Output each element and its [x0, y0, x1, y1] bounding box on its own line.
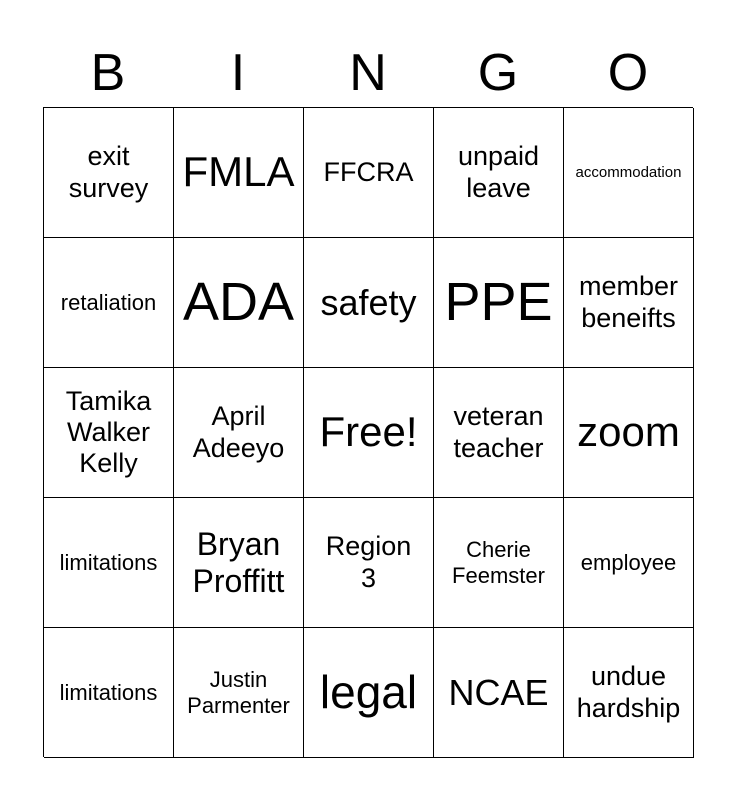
bingo-cell[interactable]: PPE	[434, 238, 564, 368]
header-letter-g: G	[477, 44, 519, 102]
bingo-cell[interactable]: Region 3	[304, 498, 434, 628]
bingo-header	[43, 38, 693, 108]
bingo-cell[interactable]: safety	[304, 238, 434, 368]
bingo-cell[interactable]: Tamika Walker Kelly	[44, 368, 174, 498]
bingo-cell[interactable]: limitations	[44, 498, 174, 628]
bingo-cell[interactable]: zoom	[564, 368, 694, 498]
header-letter-b: B	[90, 44, 126, 102]
bingo-cell[interactable]: Cherie Feemster	[434, 498, 564, 628]
bingo-cell[interactable]: exit survey	[44, 108, 174, 238]
bingo-cell[interactable]: NCAE	[434, 628, 564, 758]
bingo-cell[interactable]: accommodation	[564, 108, 694, 238]
bingo-cell[interactable]: legal	[304, 628, 434, 758]
bingo-cell[interactable]: unpaid leave	[434, 108, 564, 238]
header-letter-o: O	[607, 44, 649, 102]
bingo-cell[interactable]: ADA	[174, 238, 304, 368]
bingo-cell[interactable]: veteran teacher	[434, 368, 564, 498]
bingo-board	[43, 107, 693, 757]
bingo-cell[interactable]: limitations	[44, 628, 174, 758]
header-letter-n: N	[349, 44, 387, 102]
free-space-cell[interactable]: Free!	[304, 368, 434, 498]
bingo-cell[interactable]: Justin Parmenter	[174, 628, 304, 758]
header-letter-i: I	[230, 44, 246, 102]
bingo-cell[interactable]: April Adeeyo	[174, 368, 304, 498]
bingo-cell[interactable]: retaliation	[44, 238, 174, 368]
bingo-cell[interactable]: employee	[564, 498, 694, 628]
bingo-cell[interactable]: Bryan Proffitt	[174, 498, 304, 628]
bingo-cell[interactable]: FFCRA	[304, 108, 434, 238]
bingo-cell[interactable]: undue hardship	[564, 628, 694, 758]
bingo-cell[interactable]: member beneifts	[564, 238, 694, 368]
bingo-cell[interactable]: FMLA	[174, 108, 304, 238]
